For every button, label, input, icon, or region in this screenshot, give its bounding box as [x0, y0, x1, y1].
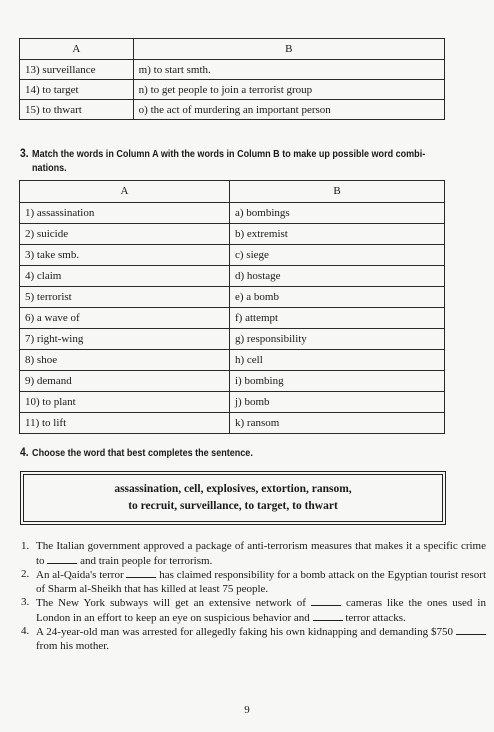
column-a-cell: 8) shoe — [20, 350, 230, 371]
table-row — [20, 245, 445, 266]
column-b-cell: k) ransom — [230, 413, 445, 434]
term-cell: 15) to thwart — [20, 100, 134, 120]
sentence-text: The Italian government approved a package of anti-terrorism measures that makes it a specific crime to — [36, 540, 486, 567]
column-a-cell: 9) demand — [20, 371, 230, 392]
definition-cell: o) the act of murdering an important person — [133, 100, 444, 120]
column-a-cell: 10) to plant — [20, 392, 230, 413]
table-row — [20, 329, 445, 350]
sentence-number: 3. — [21, 596, 30, 608]
table-row — [20, 203, 445, 224]
answer-blank[interactable] — [311, 596, 341, 606]
sentence-item — [21, 540, 486, 568]
column-b-cell: a) bombings — [230, 203, 445, 224]
word-bank-box — [23, 474, 443, 522]
task-number: 3. — [20, 146, 29, 160]
column-b-cell: g) responsibility — [230, 329, 445, 350]
table-row — [20, 100, 445, 120]
answer-blank[interactable] — [126, 568, 156, 578]
column-a-cell: 11) to lift — [20, 413, 230, 434]
column-b-header: B — [230, 181, 445, 203]
sentence-text: and train people for terrorism. — [77, 554, 213, 567]
column-a-cell: 5) terrorist — [20, 287, 230, 308]
column-a-cell: 6) a wave of — [20, 308, 230, 329]
sentence-text: An al-Qaida's terror — [36, 569, 127, 581]
sentence-number: 2. — [21, 568, 30, 580]
sentence-text: cameras like the ones used in London in an effort to keep an eye on suspicious behavior and — [36, 597, 486, 624]
column-b-header: B — [133, 39, 444, 60]
term-cell: 14) to target — [20, 80, 134, 100]
table-row — [20, 60, 445, 80]
sentence-item — [21, 596, 486, 625]
column-b-cell: e) a bomb — [230, 287, 445, 308]
column-a-cell: 4) claim — [20, 266, 230, 287]
task-4-instruction — [20, 445, 433, 460]
answer-blank[interactable] — [47, 554, 77, 564]
term-cell: 13) surveillance — [20, 60, 134, 80]
word-bank-line: assassination, cell, explosives, extortion, ransom, — [114, 483, 352, 495]
answer-blank[interactable] — [456, 625, 486, 635]
definition-cell: n) to get people to join a terrorist group — [133, 80, 444, 100]
task-text: Choose the word that best completes the sentence. — [32, 447, 253, 459]
sentence-text: A 24-year-old man was arrested for allegedly faking his own kidnapping and demanding $750 — [36, 626, 456, 638]
column-b-cell: f) attempt — [230, 308, 445, 329]
table-row — [20, 308, 445, 329]
table-row — [20, 371, 445, 392]
table-header-row — [20, 181, 445, 203]
page-number: 9 — [244, 704, 250, 716]
task-3-instruction — [20, 146, 450, 175]
sentence-item — [21, 625, 486, 653]
sentence-text: from his mother. — [36, 639, 110, 652]
table-row — [20, 413, 445, 434]
column-b-cell: d) hostage — [230, 266, 445, 287]
word-combination-table — [19, 180, 445, 434]
column-a-cell: 3) take smb. — [20, 245, 230, 266]
definition-cell: m) to start smth. — [133, 60, 444, 80]
column-b-cell: b) extremist — [230, 224, 445, 245]
table-row — [20, 80, 445, 100]
sentence-list — [0, 540, 486, 653]
column-b-cell: j) bomb — [230, 392, 445, 413]
table-row — [20, 392, 445, 413]
task-number: 4. — [20, 445, 29, 459]
column-a-header: A — [20, 181, 230, 203]
answer-blank[interactable] — [313, 611, 343, 621]
task-text-continued: nations. — [32, 162, 67, 174]
sentence-number: 4. — [21, 625, 30, 637]
table-row — [20, 224, 445, 245]
matching-table-continued — [19, 38, 445, 120]
sentence-item — [21, 568, 486, 596]
sentence-text: The New York subways will get an extensive network of — [36, 597, 311, 609]
table-row — [20, 350, 445, 371]
sentence-number: 1. — [21, 540, 30, 552]
column-b-cell: h) cell — [230, 350, 445, 371]
table-header-row — [20, 39, 445, 60]
table-row — [20, 266, 445, 287]
column-a-cell: 1) assassination — [20, 203, 230, 224]
column-b-cell: i) bombing — [230, 371, 445, 392]
sentence-text: terror attacks. — [342, 611, 406, 624]
table-row — [20, 287, 445, 308]
task-text: Match the words in Column A with the words in Column B to make up possible word combi- — [32, 148, 426, 160]
column-a-cell: 7) right-wing — [20, 329, 230, 350]
column-a-cell: 2) suicide — [20, 224, 230, 245]
word-bank-line: to recruit, surveillance, to target, to thwart — [128, 500, 338, 512]
column-b-cell: c) siege — [230, 245, 445, 266]
sentence-text: has claimed responsibility for a bomb attack on the Egyptian tourist resort of Sharm al-Sheikh that has killed at least 75 people. — [36, 569, 486, 595]
column-a-header: A — [20, 39, 134, 60]
